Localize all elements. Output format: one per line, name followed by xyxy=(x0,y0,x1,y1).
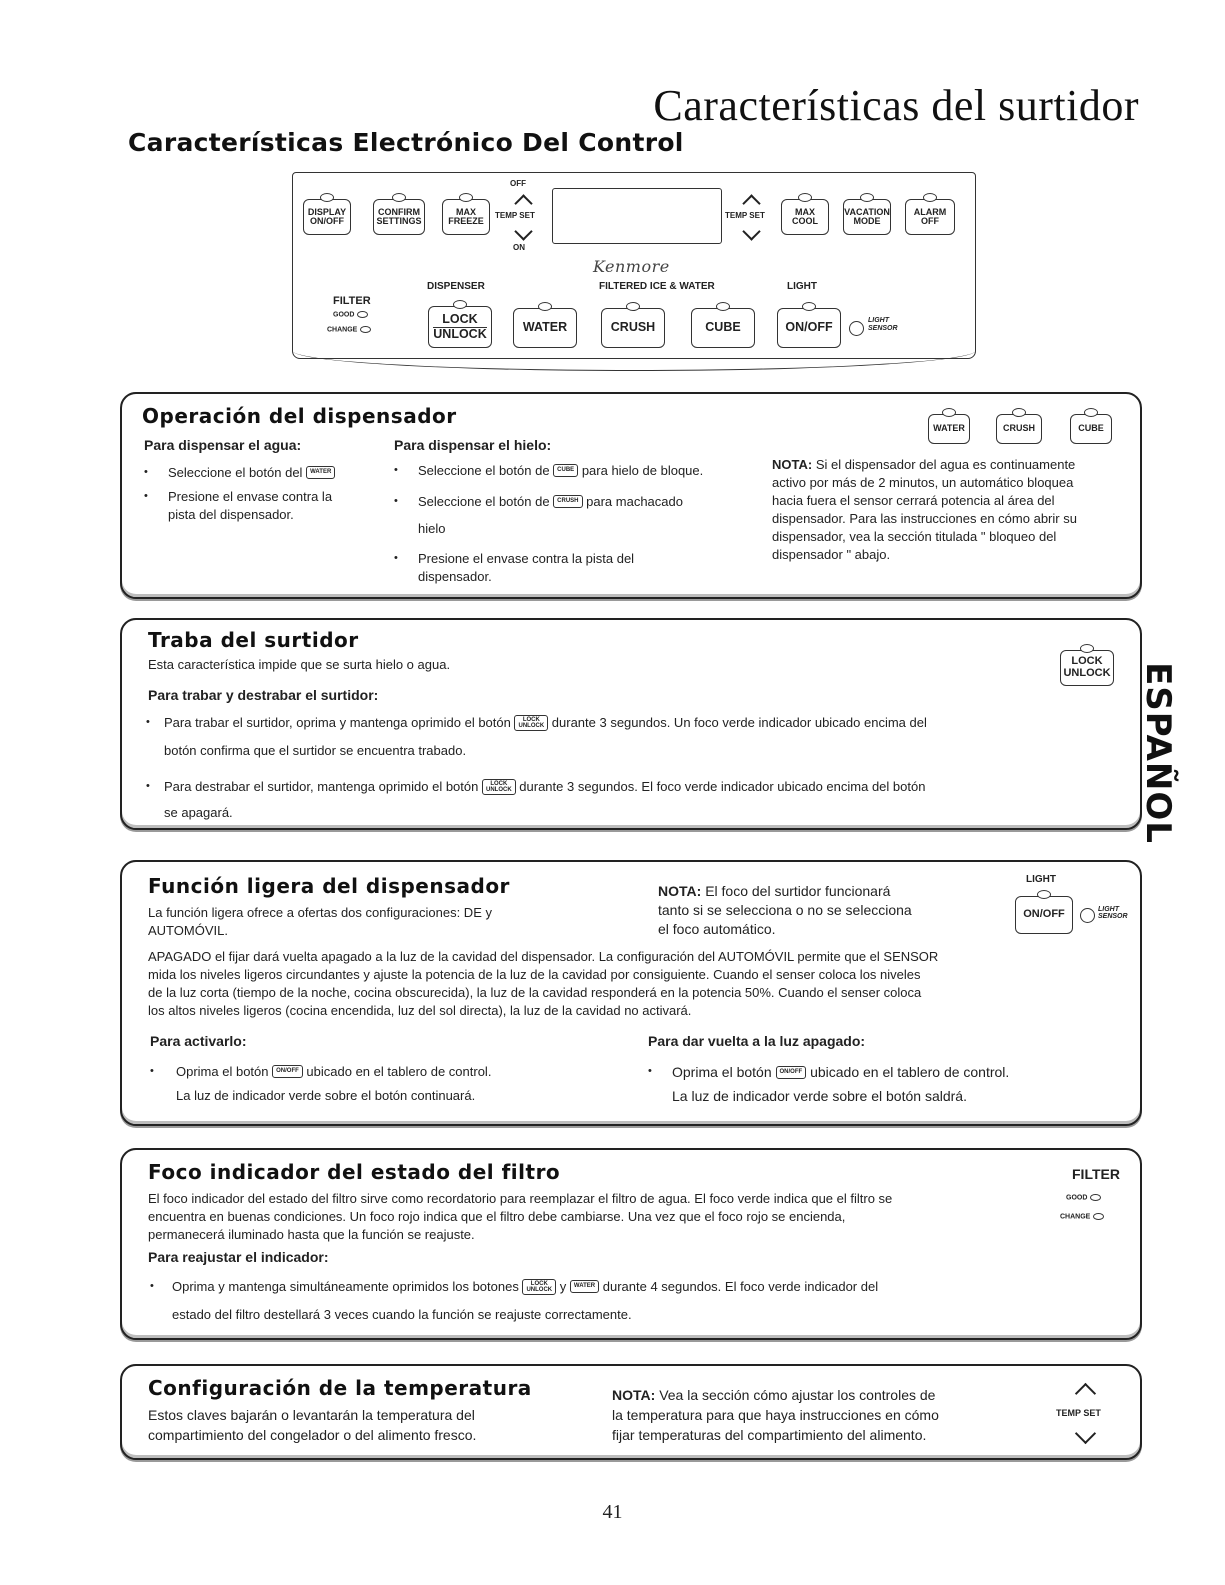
note-line-3: hacia fuera el sensor cerrará potencia al área del xyxy=(772,493,1055,508)
dispenser-label: DISPENSER xyxy=(427,281,485,292)
section-title: Traba del surtidor xyxy=(148,628,359,652)
temp-down-arrow-icon-right xyxy=(742,222,760,240)
led-icon xyxy=(1093,1213,1104,1220)
display-key: DISPLAY ON/OFF xyxy=(303,199,351,235)
turn-off-heading: Para dar vuelta a la luz apagado: xyxy=(648,1033,866,1049)
kenmore-logo: Kenmore xyxy=(593,257,670,276)
crush-key: CRUSH xyxy=(601,308,665,348)
cube-key-icon: CUBE xyxy=(1070,414,1112,444)
cube-key-icon: CUBE xyxy=(553,464,578,477)
light-sensor-icon xyxy=(1080,908,1095,923)
temp-down-arrow-icon xyxy=(514,222,532,240)
page-title: Características del surtidor xyxy=(653,81,1139,130)
filter-reset-step: Oprima y mantenga simultáneamente oprimidos los botones LOCK UNLOCK y WATER durante 4 segundos. El foco verde indicador del xyxy=(172,1279,879,1294)
temp-down-arrow-icon xyxy=(1075,1423,1096,1444)
lock-unlock-key-icon: LOCK UNLOCK xyxy=(514,715,548,731)
filter-good-label: GOOD xyxy=(333,311,368,318)
ice-step-3b: dispensador. xyxy=(418,569,492,584)
lock-step-1b: botón confirma que el surtidor se encuentra trabado. xyxy=(164,743,467,758)
temp-up-arrow-icon xyxy=(1075,1383,1096,1404)
lock-step-2b: se apagará. xyxy=(164,805,233,820)
temp-para-1: Estos claves bajarán o levantarán la temperatura del xyxy=(148,1407,475,1423)
filter-para-1: El foco indicador del estado del filtro sirve como recordatorio para reemplazar el filtro de agua. El foco verde indica que el filtro se xyxy=(148,1191,893,1206)
lock-unlock-key-icon: LOCK UNLOCK xyxy=(522,1279,556,1295)
temp-note-2: la temperatura para que haya instrucciones en cómo xyxy=(612,1407,939,1423)
filter-label: FILTER xyxy=(333,295,371,307)
cube-key: CUBE xyxy=(691,308,755,348)
section-title: Operación del dispensador xyxy=(142,404,457,428)
note-line-6: dispensador " abajo. xyxy=(772,547,891,562)
lock-step-2: Para destrabar el surtidor, mantenga oprimido el botón LOCK UNLOCK durante 3 segundos. El foco verde indicador ubicado encima del botón xyxy=(164,779,926,794)
activate-heading: Para activarlo: xyxy=(150,1033,247,1049)
onoff-key-icon: ON/OFF xyxy=(272,1065,303,1078)
ice-step-1: Seleccione el botón de CUBE para hielo de bloque. xyxy=(418,463,704,478)
ice-step-2b: hielo xyxy=(418,521,446,536)
light-para-2: mida los niveles ligeros circundantes y ajuste la potencia de la luz de la cavidad por consiguiente. Cuando el senser coloca los niveles xyxy=(148,967,921,982)
light-label: LIGHT xyxy=(1026,874,1056,885)
page-subtitle: Características Electrónico Del Control xyxy=(128,128,684,157)
ice-heading: Para dispensar el hielo: xyxy=(394,437,552,453)
light-intro-2: AUTOMÓVIL. xyxy=(148,923,228,938)
note-line-1: NOTA: Si el dispensador del agua es continuamente xyxy=(772,457,1076,472)
max-freeze-key: MAX FREEZE xyxy=(442,199,490,235)
crush-key-icon: CRUSH xyxy=(996,414,1042,444)
vacation-mode-key: VACATION MODE xyxy=(843,199,891,235)
activate-step: Oprima el botón ON/OFF ubicado en el tablero de control. xyxy=(176,1064,492,1079)
confirm-settings-key: CONFIRM SETTINGS xyxy=(373,199,425,235)
lock-heading: Para trabar y destrabar el surtidor: xyxy=(148,687,379,703)
section-filter-indicator: Foco indicador del estado del filtro FILTER El foco indicador del estado del filtro sirve como recordatorio para reemplazar el filtro de agua. El foco verde indica que el filtro se GOOD encuentra en buenas condiciones. Un foco rojo indica que el filtro debe cambiarse. Una vez que el foco rojo se encienda, CHANGE permanecerá iluminado hasta que la función se reajuste. Para reajustar el indicador: • Oprima y mantenga simultáneamente oprimidos los botones LOCK UNLOCK y WATER durante 4 segundos. El foco verde indicador del estado del filtro destellará 3 veces cuando la función se reajuste correctamente. xyxy=(120,1148,1142,1340)
lock-step-1: Para trabar el surtidor, oprima y mantenga oprimido el botón LOCK UNLOCK durante 3 segundos. Un foco verde indicador ubicado encima del xyxy=(164,715,927,730)
ice-step-3: Presione el envase contra la pista del xyxy=(418,551,635,566)
light-para-1: APAGADO el fijar dará vuelta apagado a la luz de la cavidad del dispensador. La configuración del AUTOMÓVIL permite que el SENSOR xyxy=(148,949,939,964)
filter-good-label: GOOD xyxy=(1066,1194,1101,1201)
light-intro-1: La función ligera ofrece a ofertas dos configuraciones: DE y xyxy=(148,905,492,920)
max-cool-key: MAX COOL xyxy=(781,199,829,235)
lock-unlock-key-icon: LOCK UNLOCK xyxy=(482,779,516,795)
filter-reset-step-b: estado del filtro destellará 3 veces cuando la función se reajuste correctamente. xyxy=(172,1307,632,1322)
language-side-tab: ESPAÑOL xyxy=(1138,661,1179,844)
turn-off-step: Oprima el botón ON/OFF ubicado en el tablero de control. xyxy=(672,1064,1010,1080)
section-title: Configuración de la temperatura xyxy=(148,1376,532,1400)
crush-key-icon: CRUSH xyxy=(553,495,582,508)
filter-reset-heading: Para reajustar el indicador: xyxy=(148,1249,329,1265)
led-icon xyxy=(1090,1194,1101,1201)
lock-unlock-key-icon: LOCK UNLOCK xyxy=(1060,650,1114,686)
section-title: Función ligera del dispensador xyxy=(148,874,510,898)
led-icon xyxy=(357,311,368,318)
light-sensor-label: LIGHT SENSOR xyxy=(1098,906,1128,920)
onoff-key-icon: ON/OFF xyxy=(1015,896,1073,934)
filter-label: FILTER xyxy=(1072,1166,1120,1182)
off-label: OFF xyxy=(510,179,526,188)
turn-off-step-b: La luz de indicador verde sobre el botón saldrá. xyxy=(672,1088,967,1104)
panel-bottom-edge xyxy=(292,330,976,371)
lcd-display xyxy=(552,188,722,244)
section-dispenser-operation: Operación del dispensador WATER CRUSH CUBE Para dispensar el agua: • Seleccione el botón del WATER • Presione el envase contra la pista del dispensador. Para dispensar el hielo: • Seleccione el botón de CUBE para hielo de bloque. • Seleccione el botón de CRUSH para machacado hielo • Presione el envase contra la pista del dispensador. NOTA: Si el dispensador del agua es continuamente activo por más de 2 minutos, un automático bloquea hacia fuera el sensor cerrará potencia al área del dispensador. Para las instrucciones en cómo abrir su dispensador, vea la sección titulada " bloqueo del dispensador " abajo. xyxy=(120,392,1142,599)
section-title: Foco indicador del estado del filtro xyxy=(148,1160,561,1184)
section-temperature xyxy=(120,1364,1142,1460)
light-note-2: tanto si se selecciona o no se selecciona xyxy=(658,902,912,918)
water-key-icon: WATER xyxy=(928,414,970,444)
temp-set-label: TEMP SET xyxy=(1056,1408,1101,1418)
section-dispenser-lock: Traba del surtidor LOCK UNLOCK Esta característica impide que se surta hielo o agua. Para trabar y destrabar el surtidor: • Para trabar el surtidor, oprima y mantenga oprimido el botón LOCK UNLOCK durante 3 segundos. Un foco verde indicador ubicado encima del botón confirma que el surtidor se encuentra trabado. • Para destrabar el surtidor, mantenga oprimido el botón LOCK UNLOCK durante 3 segundos. El foco verde indicador ubicado encima del botón se apagará. xyxy=(120,618,1142,830)
water-key: WATER xyxy=(513,308,577,348)
water-step-1: Seleccione el botón del WATER xyxy=(168,464,335,482)
water-key-icon: WATER xyxy=(570,1280,599,1293)
note-line-5: dispensador, vea la sección titulada " bloqueo del xyxy=(772,529,1057,544)
water-step-2: Presione el envase contra la xyxy=(168,489,333,504)
filtered-label: FILTERED ICE & WATER xyxy=(599,281,715,292)
light-label: LIGHT xyxy=(787,281,817,292)
temp-note-3: fijar temperaturas del compartimiento del alimento. xyxy=(612,1427,927,1443)
water-key-icon: WATER xyxy=(306,466,335,479)
temp-para-2: compartimiento del congelador o del alimento fresco. xyxy=(148,1427,477,1443)
on-label: ON xyxy=(513,243,525,252)
water-heading: Para dispensar el agua: xyxy=(144,437,302,453)
onoff-key: ON/OFF xyxy=(777,308,841,348)
filter-para-3: permanecerá iluminado hasta que la función se reajuste. xyxy=(148,1227,475,1242)
temp-up-arrow-icon xyxy=(514,194,532,212)
water-step-2b: pista del dispensador. xyxy=(168,507,294,522)
temp-up-arrow-icon-right xyxy=(742,194,760,212)
activate-step-b: La luz de indicador verde sobre el botón continuará. xyxy=(176,1088,476,1103)
page-number: 41 xyxy=(602,1501,623,1523)
filter-change-label: CHANGE xyxy=(327,326,371,333)
alarm-off-key: ALARM OFF xyxy=(905,199,955,235)
temp-set-label-right: TEMP SET xyxy=(725,211,765,220)
note-line-2: activo por más de 2 minutos, un automático bloquea xyxy=(772,475,1074,490)
filter-change-label: CHANGE xyxy=(1060,1213,1104,1220)
lock-unlock-key: LOCK UNLOCK xyxy=(428,306,492,348)
light-note-3: el foco automático. xyxy=(658,921,776,937)
ice-step-2: Seleccione el botón de CRUSH para machacado xyxy=(418,494,683,509)
note-line-4: dispensador. Para las instrucciones en cómo abrir su xyxy=(772,511,1077,526)
temp-note-1: NOTA: Vea la sección cómo ajustar los controles de xyxy=(612,1387,936,1403)
light-para-3: de la luz corta (tiempo de la noche, cocina obscurecida), la luz de la cavidad responderá en la potencia 50%. Cuando el senser coloca xyxy=(148,985,922,1000)
light-para-4: los altos niveles ligeros (cocina encendida, luz del sol directa), la luz de la cavidad no activará. xyxy=(148,1003,692,1018)
light-sensor-label: LIGHT SENSOR xyxy=(868,317,898,332)
onoff-key-icon: ON/OFF xyxy=(776,1066,807,1079)
temp-set-label-left: TEMP SET xyxy=(495,211,535,220)
light-note-1: NOTA: El foco del surtidor funcionará xyxy=(658,883,891,899)
lock-intro: Esta característica impide que se surta hielo o agua. xyxy=(148,657,451,672)
filter-para-2: encuentra en buenas condiciones. Un foco rojo indica que el filtro debe cambiarse. Una vez que el foco rojo se encienda, xyxy=(148,1209,846,1224)
section-dispenser-light: Función ligera del dispensador La función ligera ofrece a ofertas dos configuraciones: DE y AUTOMÓVIL. NOTA: El foco del surtidor funcionará tanto si se selecciona o no se selecciona el foco automático. LIGHT ON/OFF LIGHT SENSOR APAGADO el fijar dará vuelta apagado a la luz de la cavidad del dispensador. La configuración del AUTOMÓVIL permite que el SENSOR mida los niveles ligeros circundantes y ajuste la potencia de la luz de la cavidad por consiguiente. Cuando el senser coloca los niveles de la luz corta (tiempo de la noche, cocina obscurecida), la luz de la cavidad responderá en la potencia 50%. Cuando el senser coloca los altos niveles ligeros (cocina encendida, luz del sol directa), la luz de la cavidad no activará. Para activarlo: • Oprima el botón ON/OFF ubicado en el tablero de control. La luz de indicador verde sobre el botón continuará. Para dar vuelta a la luz apagado: • Oprima el botón ON/OFF ubicado en el tablero de control. La luz de indicador verde sobre el botón saldrá. xyxy=(120,860,1142,1126)
